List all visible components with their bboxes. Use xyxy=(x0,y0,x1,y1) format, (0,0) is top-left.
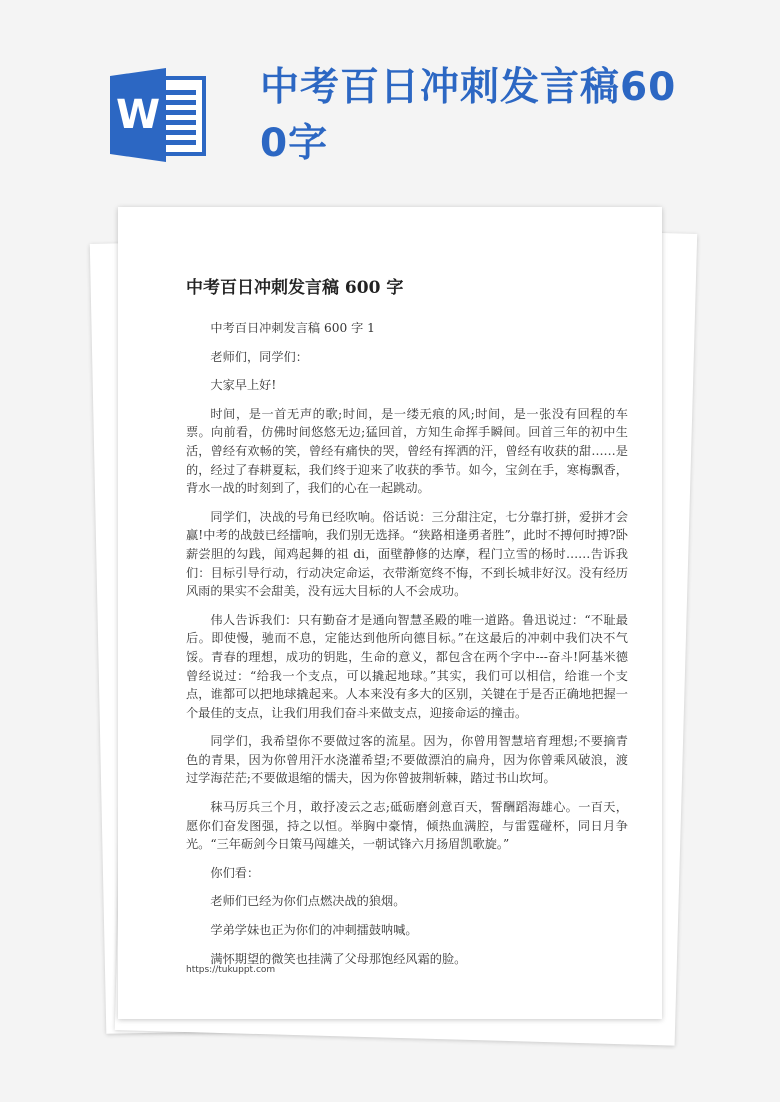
document-body xyxy=(186,319,628,978)
paragraph: 老师们已经为你们点燃决战的狼烟。 xyxy=(210,894,406,909)
document-title: 中考百日冲刺发言稿 600 字 xyxy=(186,278,404,298)
paragraph: 学弟学妹也正为你们的冲刺擂鼓呐喊。 xyxy=(210,923,418,938)
paragraph: 满怀期望的微笑也挂满了父母那饱经风霜的脸。 xyxy=(210,951,467,966)
page-header xyxy=(0,0,780,200)
footer-url-link[interactable]: https://tukuppt.com xyxy=(186,965,276,975)
word-document-icon xyxy=(110,68,208,162)
page-title: 中考百日冲刺发言稿600字 xyxy=(260,65,677,166)
paragraph: 秣马厉兵三个月，敢抒凌云之志;砥砺磨剑意百天，誓酬蹈海雄心。一百天，愿你们奋发图强，持之以恒。举胸中豪情，倾热血满腔，与雷霆碰杯，同日月争光。“三年砺剑今日策马闯雄关，一朝试锋六月扬眉凯歌旋。” xyxy=(186,800,628,852)
svg-text:W: W xyxy=(115,92,161,138)
paragraph: 同学们，我希望你不要做过客的流星。因为，你曾用智慧培育理想;不要摘青色的青果，因为你曾用汗水浇灌希望;不要做漂泊的扁舟，因为你曾乘风破浪，渡过学海茫茫;不要做退缩的懦夫，因为你曾披荆斩棘，踏过书山坎坷。 xyxy=(186,734,628,786)
paragraph: 伟人告诉我们：只有勤奋才是通向智慧圣殿的唯一道路。鲁迅说过：“不耻最后。即使慢，驰而不息，定能达到他所向德目标。”在这最后的冲刺中我们决不气馁。青春的理想，成功的钥匙，生命的意义，都包含在两个字中---奋斗!阿基米德曾经说过：“给我一个支点，可以撬起地球。”其实，我们可以相信，给谁一个支点，谁都可以把地球撬起来。人本来没有多大的区别，关键在于是否正确地把握一个最佳的支点，让我们用我们奋斗来做支点，迎接命运的撞击。 xyxy=(186,612,628,720)
paragraph: 中考百日冲刺发言稿 600 字 1 xyxy=(210,321,375,335)
paragraph: 你们看： xyxy=(210,865,260,880)
paragraph: 同学们，决战的号角已经吹响。俗话说：三分甜注定，七分靠打拼，爱拼才会赢!中考的战鼓已经擂响，我们别无选择。“狭路相逢勇者胜”，此时不搏何时搏?卧薪尝胆的勾践，闻鸡起舞的祖 di，面壁静修的达摩，程门立雪的杨时……告诉我们：目标引导行动，行动决定命运，衣带渐宽终不悔，不到长城非好汉。没有经历风雨的果实不会甜美，没有远大目标的人不会成功。 xyxy=(186,509,628,599)
document-page xyxy=(118,207,662,1019)
paragraph: 老师们，同学们： xyxy=(210,349,308,364)
paragraph: 大家早上好! xyxy=(210,378,277,393)
paragraph: 时间，是一首无声的歌;时间，是一缕无痕的风;时间，是一张没有回程的车票。向前看，仿佛时间悠悠无边;猛回首，方知生命挥手瞬间。回首三年的初中生活，曾经有欢畅的笑，曾经有痛快的哭，曾经有挥洒的汗，曾经有收获的甜……是的，经过了春耕夏耘，我们终于迎来了收获的季节。如今，宝剑在手，寒梅飘香，背水一战的时刻到了，我们的心在一起跳动。 xyxy=(186,406,628,496)
